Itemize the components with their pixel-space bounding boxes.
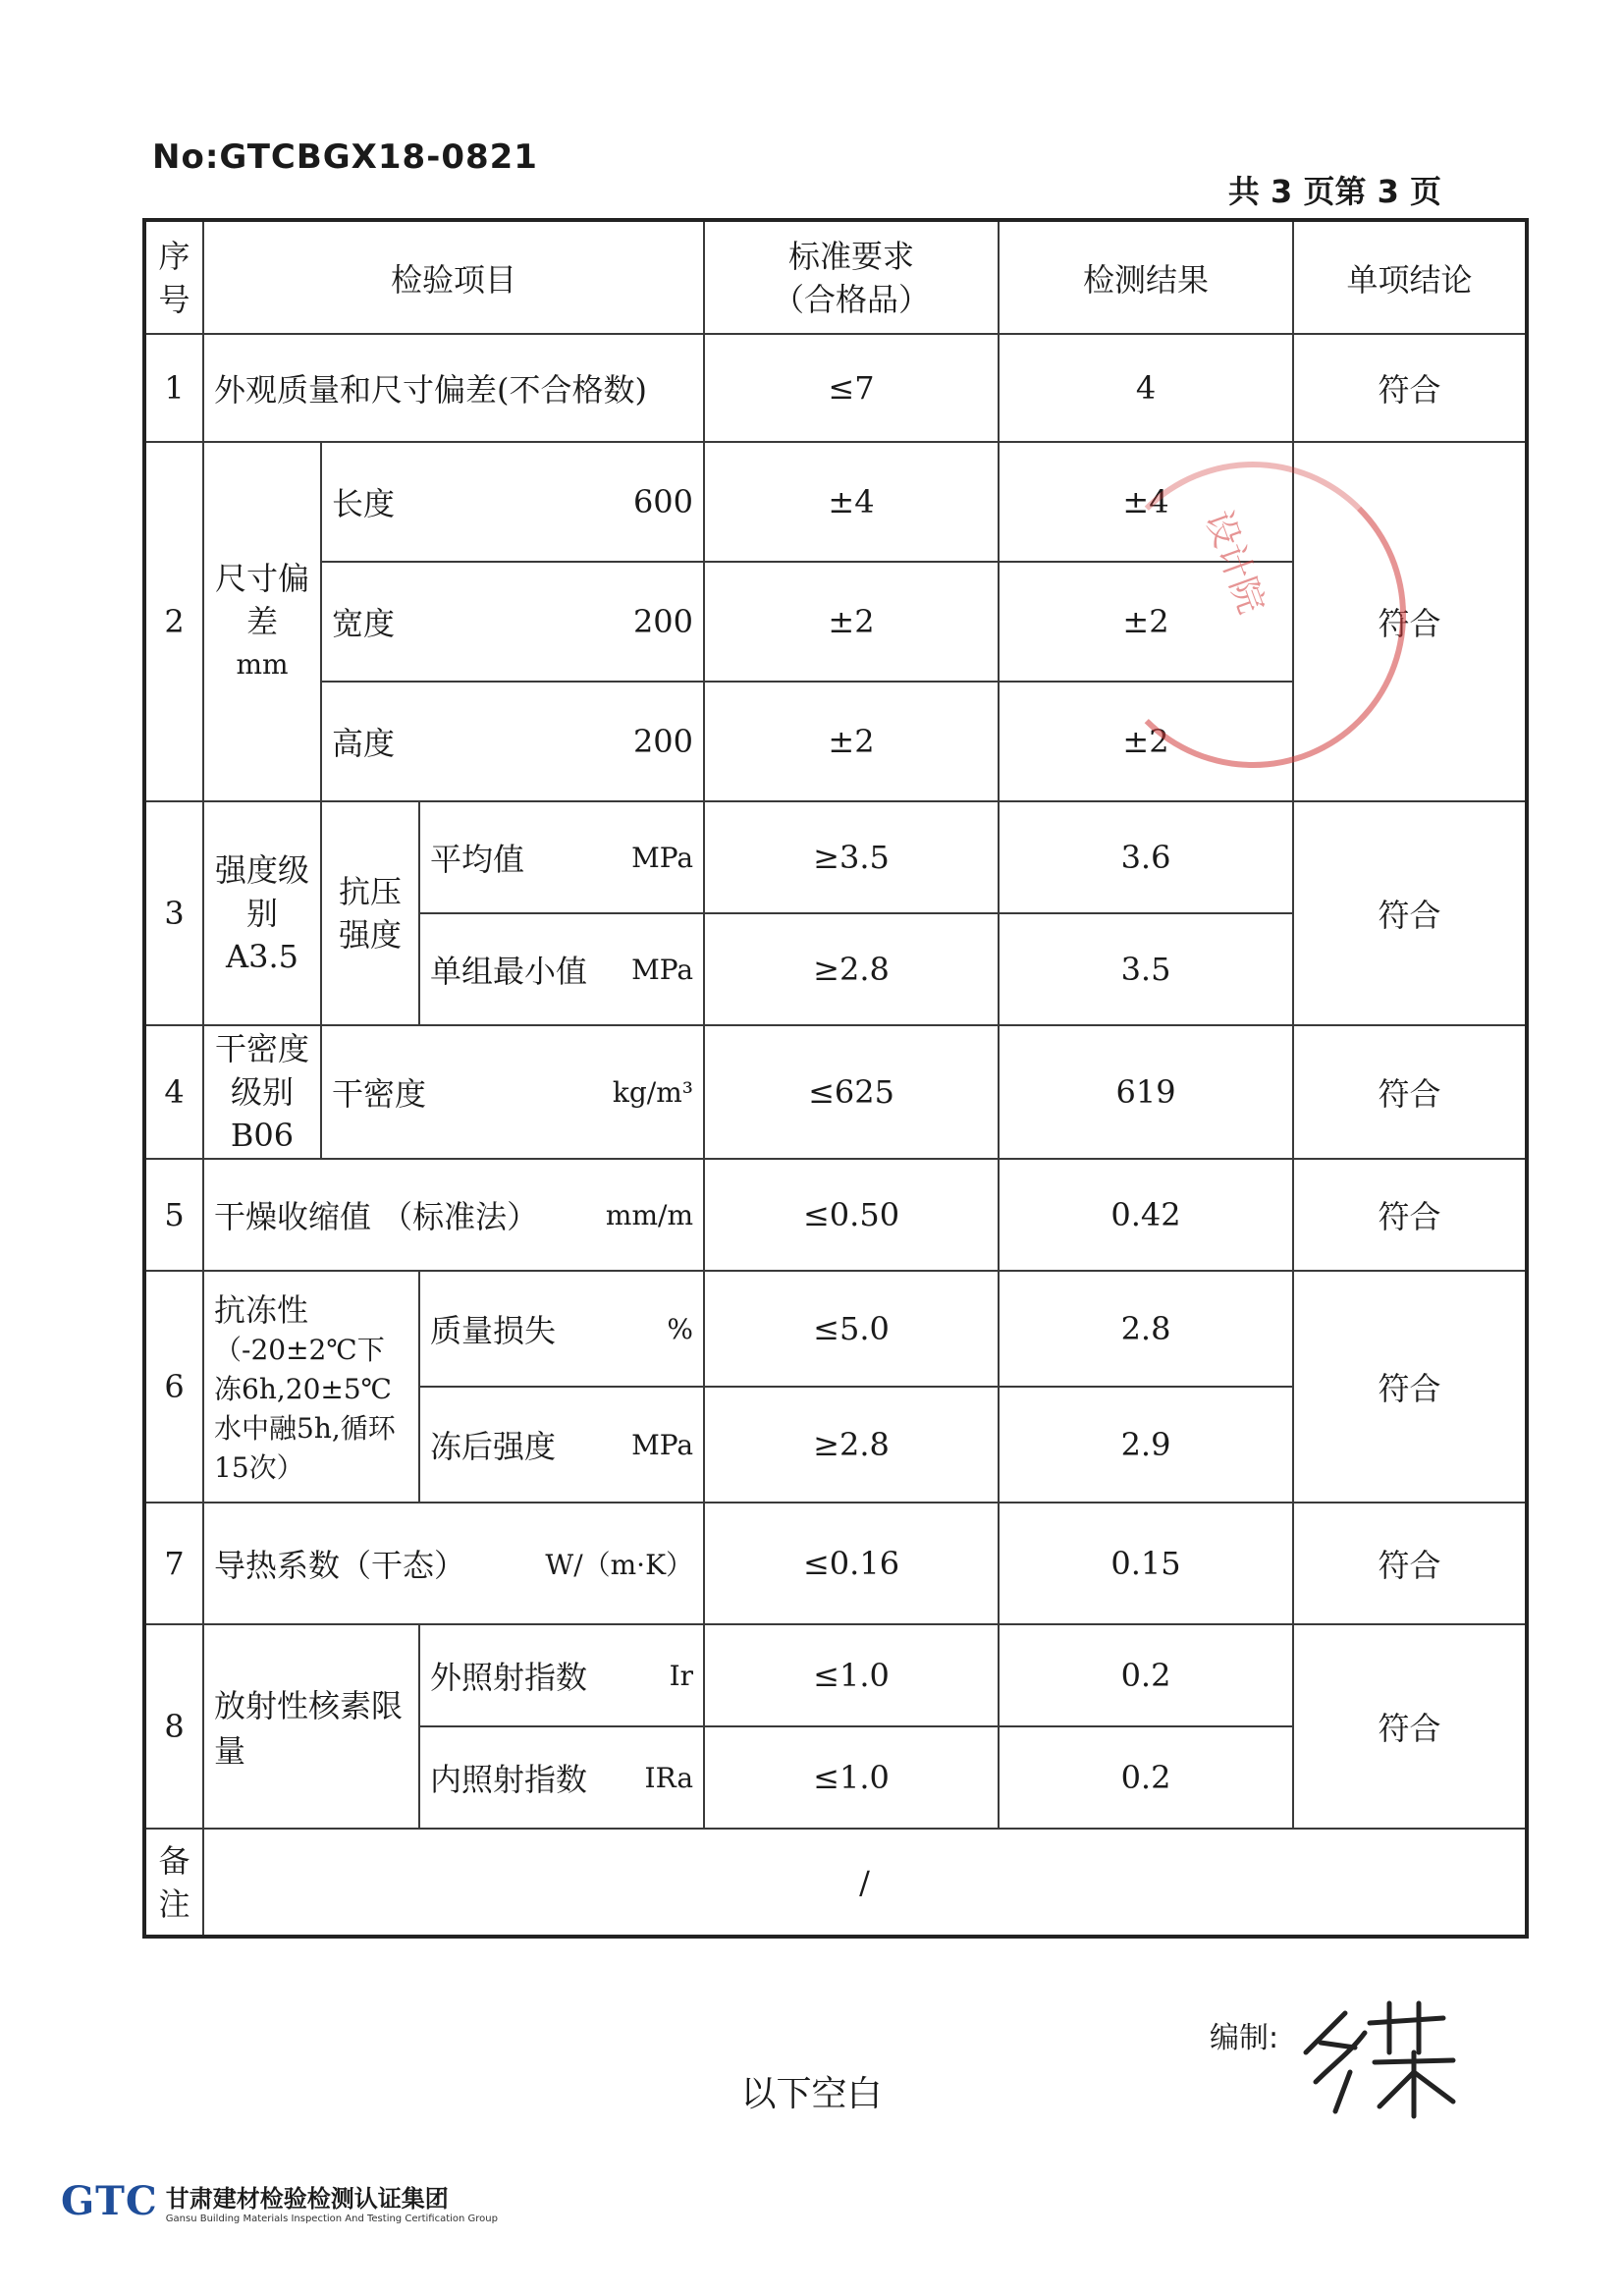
- sub-item-unit: MPa: [631, 841, 694, 874]
- seq-cell: 5: [144, 1159, 203, 1271]
- standard-cell: ≤5.0: [704, 1271, 999, 1387]
- red-seal-stamp: [1100, 462, 1406, 768]
- header-standard-line2: （合格品）: [773, 280, 931, 318]
- item-name: 导热系数（干态）: [214, 1547, 466, 1584]
- group-code: A3.5: [226, 938, 298, 975]
- header-result: 检测结果: [999, 220, 1293, 334]
- header-item: 检验项目: [203, 220, 704, 334]
- standard-cell: ≤625: [704, 1025, 999, 1159]
- standard-cell: ≤1.0: [704, 1726, 999, 1829]
- item-unit: mm/m: [605, 1198, 694, 1231]
- seq-cell: 3: [144, 801, 203, 1025]
- org-name-cn: 甘肃建材检验检测认证集团: [165, 2184, 449, 2213]
- result-cell: 0.15: [999, 1503, 1293, 1624]
- blank-below-note: 以下空白: [740, 2074, 883, 2114]
- table-row: [144, 1025, 1527, 1159]
- sub-item-cell: [419, 1726, 704, 1829]
- standard-cell: ≤0.16: [704, 1503, 999, 1624]
- result-cell: 619: [999, 1025, 1293, 1159]
- result-cell: ±2: [999, 562, 1293, 682]
- group-cell: [203, 442, 321, 801]
- sub-item-cell: [419, 1624, 704, 1726]
- handwritten-signature: [1296, 1994, 1463, 2121]
- item-name: 干燥收缩值 （标准法）: [214, 1198, 539, 1235]
- result-cell: 0.2: [999, 1624, 1293, 1726]
- group-cell: [203, 1271, 419, 1503]
- conclusion-cell: 符合: [1293, 1271, 1527, 1503]
- page-info: 共 3 页第 3 页: [1227, 173, 1441, 210]
- standard-cell: ≤7: [704, 334, 999, 442]
- group-cell: [203, 1025, 321, 1159]
- compiler-label: 编制:: [1210, 2021, 1279, 2055]
- stamp-text: 设计院: [1197, 505, 1271, 620]
- org-name-en: Gansu Building Materials Inspection And Testing Certification Group: [165, 2213, 498, 2224]
- sub-item-name: 质量损失: [430, 1312, 557, 1349]
- result-cell: ±4: [999, 442, 1293, 562]
- sub-item-unit: %: [667, 1312, 694, 1345]
- table-row: [144, 1159, 1527, 1271]
- conclusion-cell: 符合: [1293, 801, 1527, 1025]
- sub-item-name: 长度: [332, 485, 396, 522]
- sub-item-cell: [321, 682, 704, 801]
- group-label: 抗冻性: [214, 1291, 309, 1329]
- header-conclusion: 单项结论: [1293, 220, 1527, 334]
- result-cell: 3.5: [999, 913, 1293, 1025]
- group-cell: 放射性核素限量: [203, 1624, 419, 1829]
- table-row: [144, 1271, 1527, 1387]
- seq-cell: 2: [144, 442, 203, 801]
- sub-item-cell: [321, 562, 704, 682]
- result-cell: ±2: [999, 682, 1293, 801]
- group-note: （-20±2℃下冻6h,20±5℃水中融5h,循环15次）: [214, 1334, 396, 1484]
- sub-item-unit: MPa: [631, 1428, 694, 1461]
- seq-cell: 4: [144, 1025, 203, 1159]
- group-cell: [203, 801, 321, 1025]
- sub-item-value: 600: [632, 483, 694, 520]
- sub-item-cell: [419, 801, 704, 913]
- standard-cell: ≥3.5: [704, 801, 999, 913]
- item-unit: W/（m·K）: [545, 1549, 694, 1581]
- item-cell: 外观质量和尺寸偏差(不合格数): [203, 334, 704, 442]
- sub-item-cell: [419, 1387, 704, 1503]
- item-cell: [203, 1503, 704, 1624]
- result-cell: 3.6: [999, 801, 1293, 913]
- remarks-value: /: [203, 1829, 1527, 1937]
- group-label: 强度级别: [214, 851, 309, 932]
- sub-item-name: 干密度: [332, 1075, 427, 1113]
- sub-item-name: 平均值: [430, 841, 525, 878]
- conclusion-cell: 符合: [1293, 334, 1527, 442]
- standard-cell: ≥2.8: [704, 1387, 999, 1503]
- seq-cell: 8: [144, 1624, 203, 1829]
- sub-item-cell: [321, 1025, 704, 1159]
- result-cell: 0.42: [999, 1159, 1293, 1271]
- org-name: [166, 2179, 498, 2224]
- standard-cell: ≤1.0: [704, 1624, 999, 1726]
- conclusion-cell: 符合: [1293, 1624, 1527, 1829]
- seq-cell: 6: [144, 1271, 203, 1503]
- sub-item-name: 内照射指数: [430, 1761, 588, 1798]
- sub-item-name: 高度: [332, 725, 396, 762]
- remarks-row: [144, 1829, 1527, 1937]
- result-cell: 4: [999, 334, 1293, 442]
- conclusion-cell: 符合: [1293, 1025, 1527, 1159]
- sub-item-name: 外照射指数: [430, 1659, 588, 1696]
- report-number: No:GTCBGX18-0821: [152, 137, 538, 177]
- header-standard-line1: 标准要求: [788, 237, 915, 275]
- inspection-table: [142, 218, 1529, 1939]
- conclusion-cell: 符合: [1293, 1503, 1527, 1624]
- sub-item-cell: [419, 913, 704, 1025]
- sub-item-name: 单组最小值: [430, 953, 588, 990]
- table-row: [144, 1503, 1527, 1624]
- sub-item-cell: [419, 1271, 704, 1387]
- sub-item-unit: Ir: [669, 1659, 694, 1692]
- item-cell: [203, 1159, 704, 1271]
- conclusion-cell: 符合: [1293, 1159, 1527, 1271]
- table-row: [144, 1624, 1527, 1726]
- sub-item-unit: MPa: [631, 953, 694, 986]
- sub-group-cell: 抗压强度: [321, 801, 419, 1025]
- standard-cell: ±2: [704, 562, 999, 682]
- standard-cell: ±2: [704, 682, 999, 801]
- conclusion-cell: 符合: [1293, 442, 1527, 801]
- result-cell: 2.9: [999, 1387, 1293, 1503]
- sub-item-value: 200: [632, 603, 694, 640]
- header-standard: [704, 220, 999, 334]
- result-cell: 0.2: [999, 1726, 1293, 1829]
- seq-cell: 7: [144, 1503, 203, 1624]
- gtc-logo: GTC: [61, 2178, 158, 2224]
- result-cell: 2.8: [999, 1271, 1293, 1387]
- standard-cell: ±4: [704, 442, 999, 562]
- group-label: 尺寸偏差: [214, 560, 309, 640]
- standard-cell: ≤0.50: [704, 1159, 999, 1271]
- table-row: [144, 334, 1527, 442]
- sub-item-cell: [321, 442, 704, 562]
- table-header-row: [144, 220, 1527, 334]
- standard-cell: ≥2.8: [704, 913, 999, 1025]
- group-code: B06: [230, 1117, 295, 1154]
- group-unit: mm: [236, 648, 289, 681]
- sub-item-value: 200: [632, 723, 694, 760]
- seq-cell: 1: [144, 334, 203, 442]
- sub-item-name: 冻后强度: [430, 1428, 557, 1465]
- table-row: [144, 801, 1527, 913]
- remarks-label: 备注: [144, 1829, 203, 1937]
- header-seq: 序号: [144, 220, 203, 334]
- sub-item-name: 宽度: [332, 605, 396, 642]
- sub-item-unit: kg/m³: [612, 1075, 694, 1109]
- group-label: 干密度级别: [214, 1030, 309, 1111]
- sub-item-unit: IRa: [644, 1761, 694, 1794]
- footer-brand: [61, 2178, 498, 2224]
